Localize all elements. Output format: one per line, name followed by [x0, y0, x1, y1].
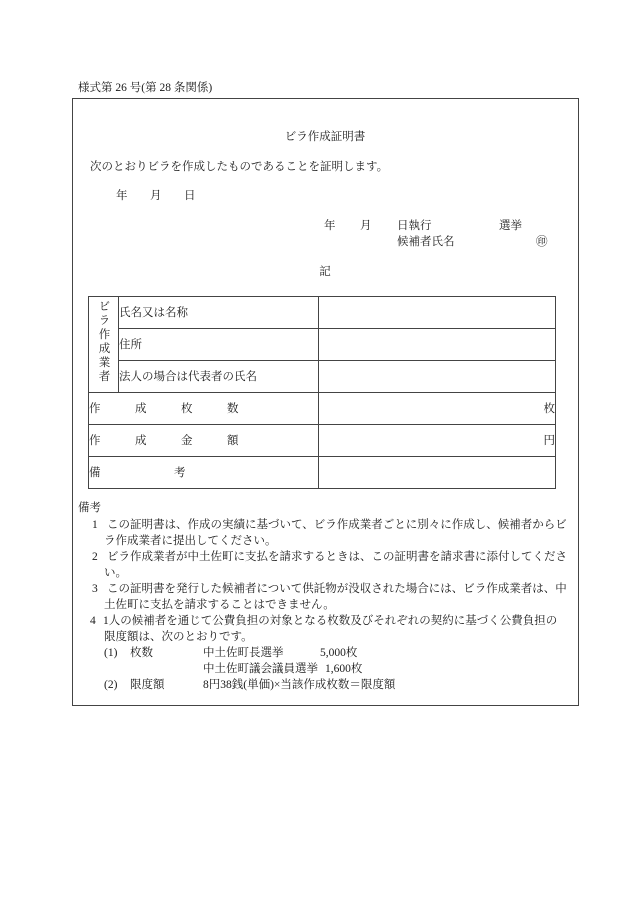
limit-amount-label: 限度額: [130, 679, 165, 691]
issue-date-month: 月: [150, 190, 162, 202]
table-row: [89, 425, 556, 457]
business-address-value: [319, 329, 556, 361]
limit-amount-number: (2): [104, 679, 118, 691]
limit-sheets-number: (1): [104, 647, 118, 659]
limit-sheets-label: 枚数: [130, 647, 153, 659]
limit-sheets-election: 中土佐町長選挙: [203, 647, 284, 659]
seal-mark: ㊞: [536, 236, 548, 248]
business-group-label: ビラ作成業者: [97, 300, 110, 384]
candidate-name-label: 候補者氏名: [397, 236, 455, 248]
form-number: 様式第 26 号(第 28 条関係): [78, 82, 213, 94]
record-heading: 記: [319, 266, 331, 278]
sheet-count-label: 作成枚数: [89, 393, 319, 425]
limit-amount-formula: 8円38銭(単価)×当該作成枚数＝限度額: [203, 679, 396, 691]
note-number: 4: [90, 615, 96, 627]
election-date-day: 日執行: [397, 220, 432, 232]
representative-name-label: 法人の場合は代表者の氏名: [119, 361, 319, 393]
record-table: [88, 296, 556, 489]
table-row: [89, 393, 556, 425]
table-row: [89, 457, 556, 489]
note-line: この証明書は、作成の実績に基づいて、ビラ作成業者ごとに別々に作成し、候補者からビ: [107, 519, 567, 531]
issue-date-day: 日: [184, 190, 196, 202]
note-number: 3: [92, 583, 98, 595]
issue-date-year: 年: [116, 190, 128, 202]
table-row: [89, 361, 556, 393]
business-group-cell: [89, 297, 119, 393]
note-line: ラ作成業者に提出してください。: [104, 535, 277, 547]
remarks-value: [319, 457, 556, 489]
election-date-month: 月: [360, 220, 372, 232]
note-line: ビラ作成業者が中土佐町に支払を請求するときは、この証明書を請求書に添付してくださ: [107, 551, 567, 563]
certificate-statement: 次のとおりビラを作成したものであることを証明します。: [90, 161, 389, 173]
table-row: [89, 297, 556, 329]
election-date-year: 年: [324, 220, 336, 232]
business-name-value: [319, 297, 556, 329]
limit-sheets-election: 中土佐町議会議員選挙: [203, 663, 318, 675]
business-name-label: 氏名又は名称: [119, 297, 319, 329]
note-line: い。: [104, 567, 127, 579]
notes-heading: 備考: [78, 502, 101, 514]
table-row: [89, 329, 556, 361]
sheet-count-unit: 枚: [319, 393, 556, 425]
note-line: 土佐町に支払を請求することはできません。: [104, 599, 335, 611]
remarks-label: 備考: [89, 457, 319, 489]
election-name-suffix: 選挙: [499, 220, 522, 232]
note-number: 1: [92, 519, 98, 531]
amount-unit: 円: [319, 425, 556, 457]
note-line: 1人の候補者を通じて公費負担の対象となる枚数及びそれぞれの契約に基づく公費負担の: [103, 615, 558, 627]
note-number: 2: [92, 551, 98, 563]
business-address-label: 住所: [119, 329, 319, 361]
representative-name-value: [319, 361, 556, 393]
limit-sheets-count: 1,600枚: [325, 663, 363, 675]
amount-label: 作成金額: [89, 425, 319, 457]
note-line: 限度額は、次のとおりです。: [104, 631, 253, 643]
certificate-title: ビラ作成証明書: [284, 131, 366, 143]
limit-sheets-count: 5,000枚: [320, 647, 358, 659]
note-line: この証明書を発行した候補者について供託物が没収された場合には、ビラ作成業者は、中: [107, 583, 567, 595]
